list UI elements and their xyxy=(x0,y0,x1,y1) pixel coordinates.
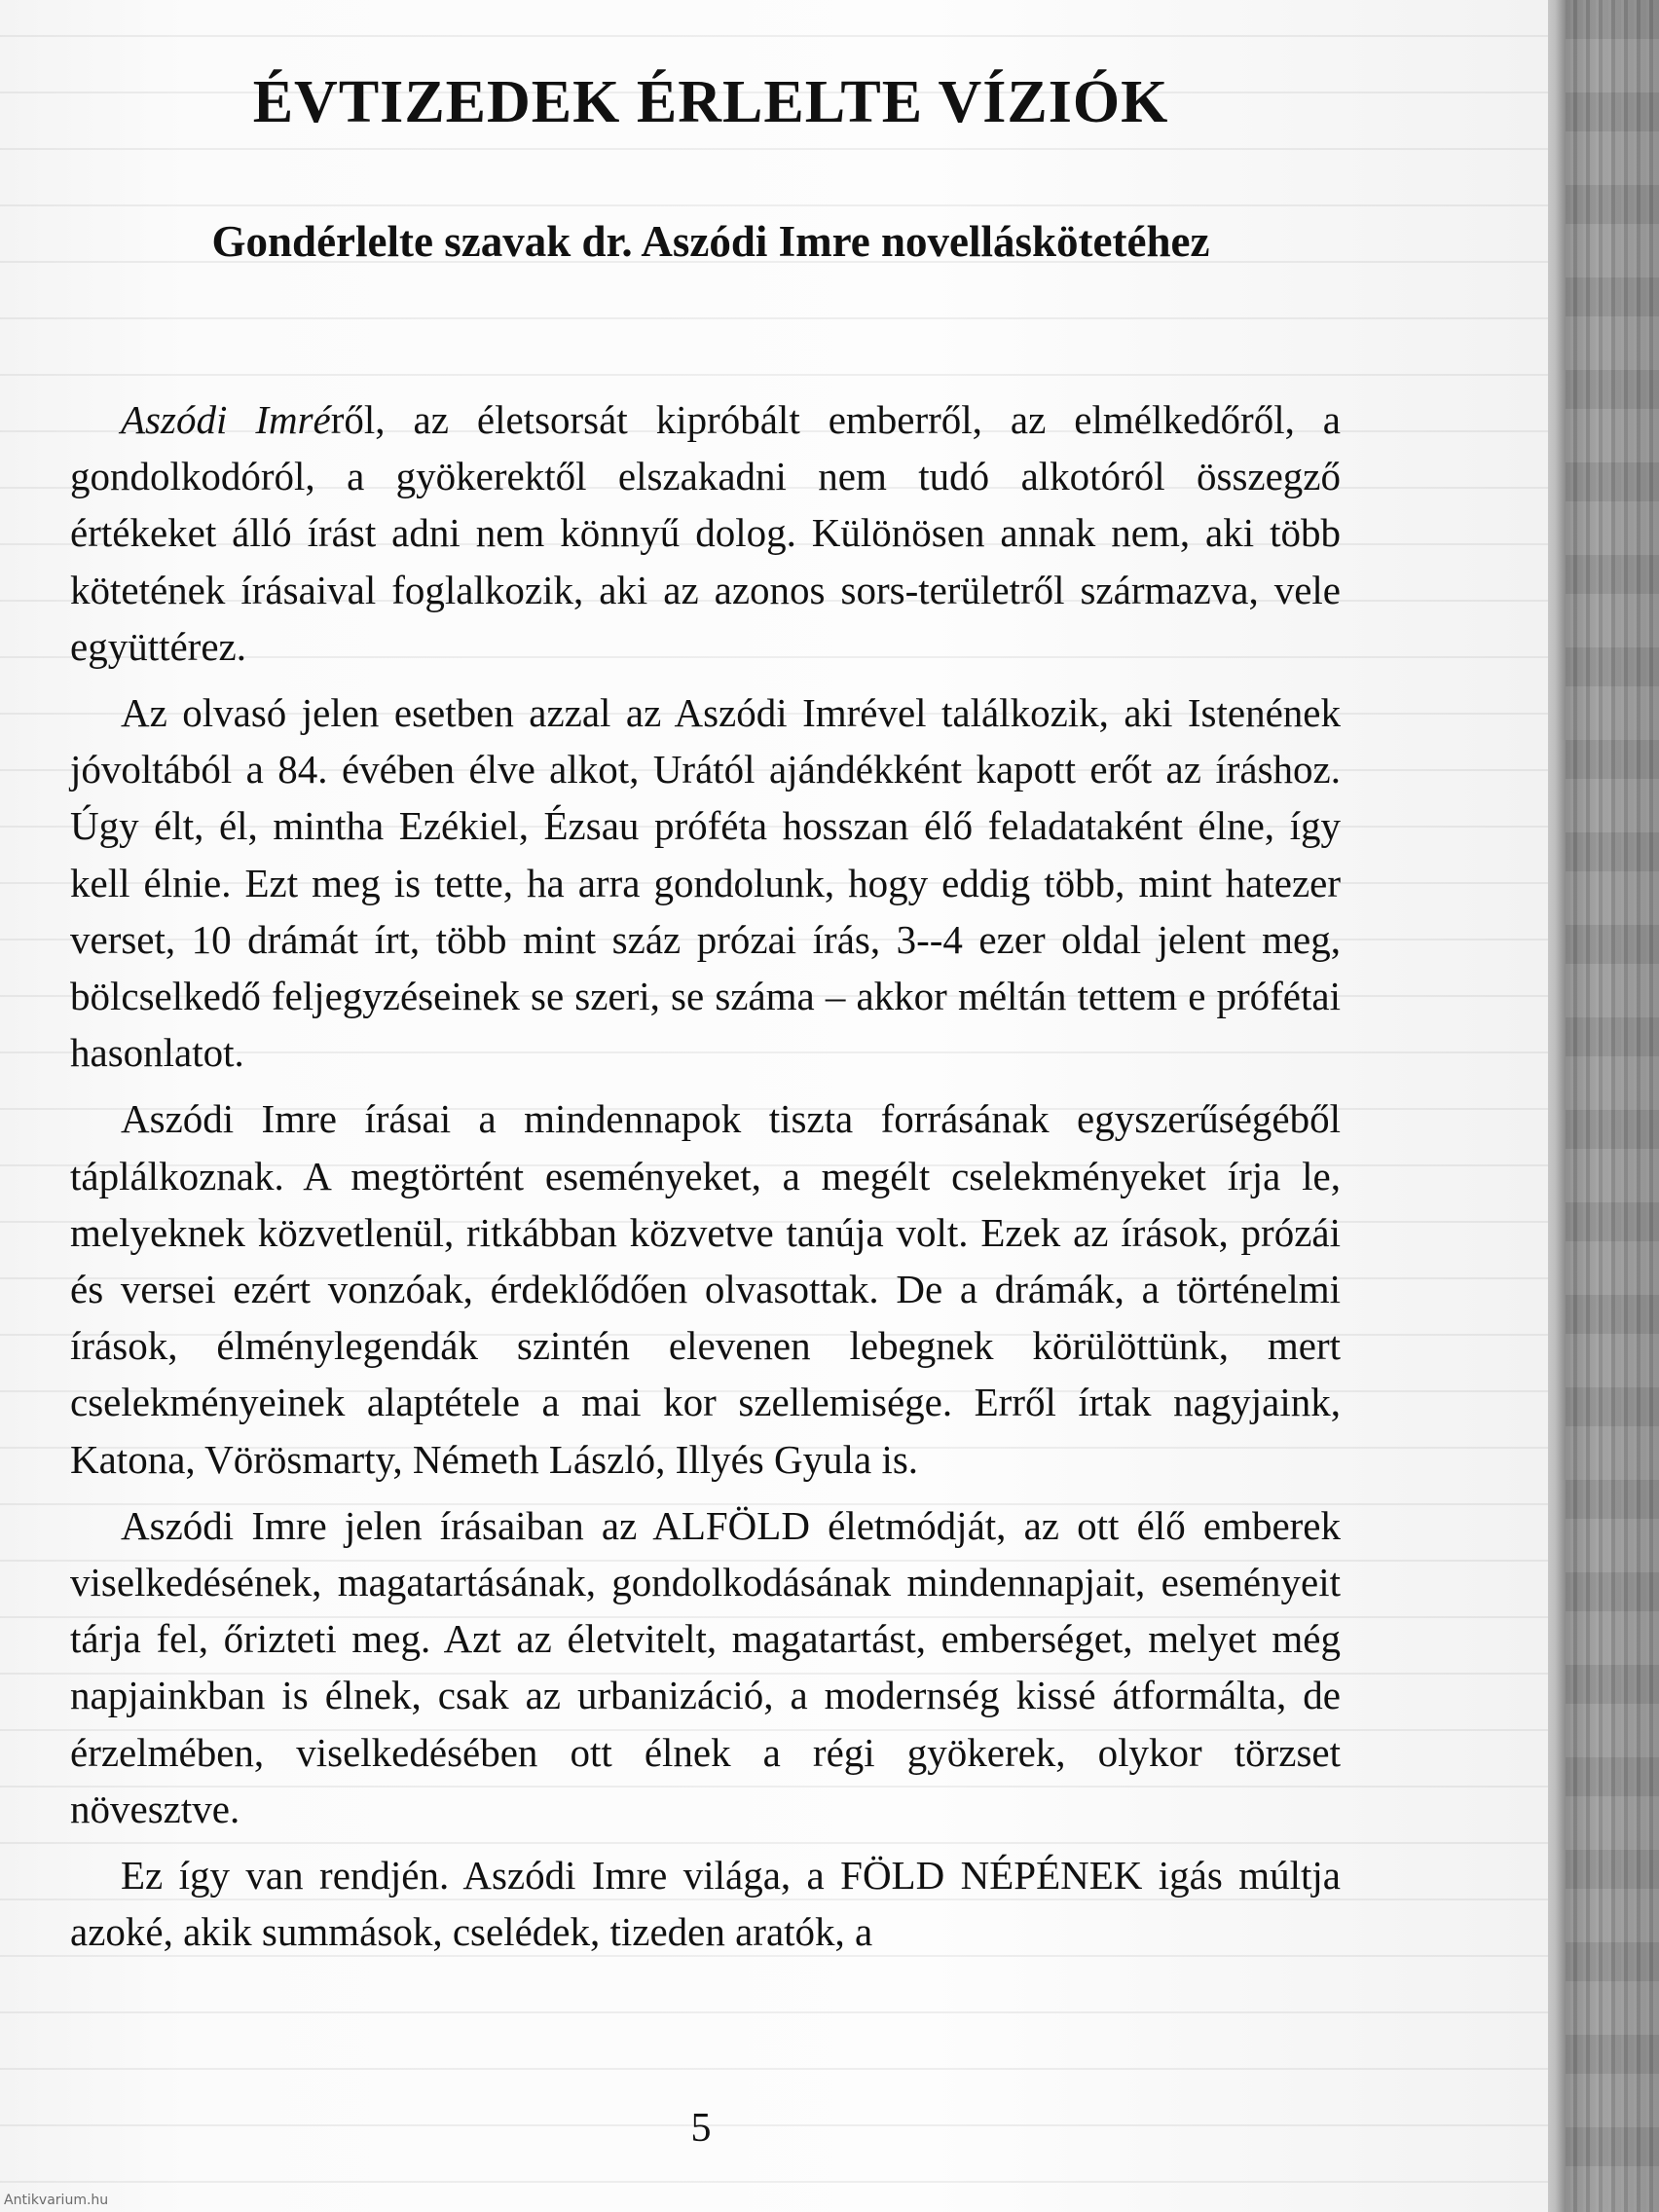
page-title: ÉVTIZEDEK ÉRLELTE VÍZIÓK xyxy=(252,69,1169,135)
author-name-italic: Aszódi Imré xyxy=(121,397,331,442)
paragraph-2: Az olvasó jelen esetben azzal az Aszódi Imrével találkozik, aki Istenének jóvoltából a 84. évében élve alkot, Urától ajándékként kapott erőt az íráshoz. Úgy élt, él, mintha Ezékiel, Ézsau próféta hosszan élő feladataként élne, így kell élnie. Ezt meg is tette, ha arra gondolunk, hogy eddig több, mint hatezer verset, 10 drámát írt, több mint száz prózai írás, 3--4 ezer oldal jelent meg, bölcselkedő feljegyzéseinek se szeri, se száma – akkor méltán tettem e prófétai hasonlatot. xyxy=(70,690,1341,1076)
body-text xyxy=(70,391,1341,1970)
paragraph-3: Aszódi Imre írásai a mindennapok tiszta forrásának egyszerűségéből táplálkoznak. A megtörtént eseményeket, a megélt cselekményeket írja le, melyeknek közvetlenül, ritkábban közvetve tanúja volt. Ezek az írások, prózái és versei ezért vonzóak, érdeklődően olvasottak. De a drámák, a történelmi írások, élménylegendák szintén elevenen lebegnek körülöttünk, mert cselekményeinek alaptétele a mai kor szellemisége. Erről írtak nagyjaink, Katona, Vörösmarty, Németh László, Illyés Gyula is. xyxy=(70,1096,1341,1482)
paragraph-1-text: ről, az életsorsát kipróbált emberről, az elmélkedőről, a gondolkodóról, a gyökerektől elszakadni nem tudó alkotóról összegző értékeket álló írást adni nem könnyű dolog. Különösen annak nem, aki több kötetének írásaival foglalkozik, aki az azonos sors-területről származva, vele együttérez. xyxy=(70,397,1342,669)
page-number: 5 xyxy=(690,2106,712,2151)
paragraph-5: Ez így van rendjén. Aszódi Imre világa, a FÖLD NÉPÉNEK igás múltja azoké, akik summások, cselédek, tizeden aratók, a xyxy=(70,1853,1341,1955)
page-subtitle: Gondérlelte szavak dr. Aszódi Imre novelláskötetéhez xyxy=(211,217,1210,266)
watermark: Antikvarium.hu xyxy=(4,2193,109,2208)
paragraph-1 xyxy=(70,391,1341,675)
table-surface xyxy=(1558,0,1659,2212)
paragraph-4: Aszódi Imre jelen írásaiban az ALFÖLD életmódját, az ott élő emberek viselkedésének, magatartásának, gondolkodásának mindennapjait, eseményeit tárja fel, őrizteti meg. Azt az életvitelt, magatartást, emberséget, melyet még napjainkban is élnek, csak az urbanizáció, a modernség kissé átformálta, de érzelmében, viselkedésében ott élnek a régi gyökerek, olykor törzset növesztve. xyxy=(70,1502,1341,1831)
